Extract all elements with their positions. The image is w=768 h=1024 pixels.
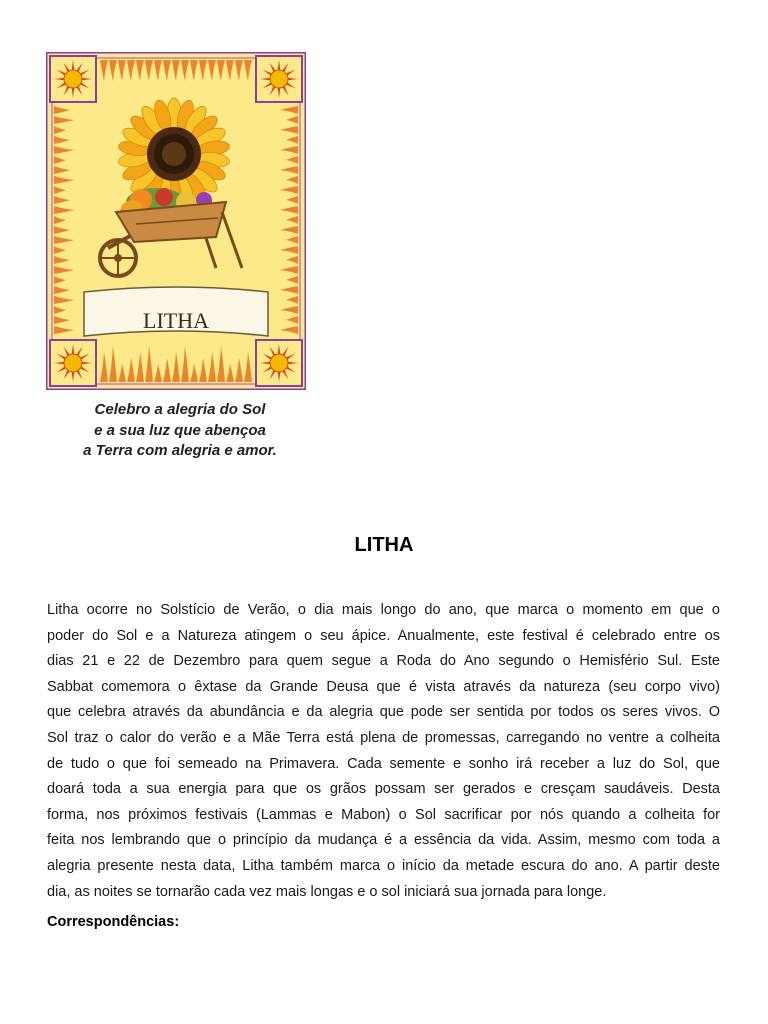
corner-sun-icon-top-right <box>256 56 302 102</box>
paragraph-line: Litha ocorre no Solstício de Verão, o dia mais longo do ano, que marca o momento em que o <box>47 602 720 618</box>
paragraph-line: poder do Sol e a Natureza atingem o seu ápice. Anualmente, este festival é celebrado entre os <box>47 627 720 644</box>
section-heading-correspondencias: Correspondências: <box>47 914 180 930</box>
paragraph-line: que celebra através da abundância e da alegria que pode ser sentida por todos os seres vivos. O <box>47 704 720 721</box>
corner-sun-icon-bottom-left <box>50 340 96 386</box>
litha-banner <box>84 287 268 336</box>
paragraph-line: de tudo o que foi semeado na Primavera. Cada semente e sonho irá receber a luz do Sol, que <box>47 755 720 772</box>
corner-sun-icon-top-left <box>50 56 96 102</box>
banner-title: LITHA <box>143 308 209 333</box>
paragraph-line: feita nos lembrando que o princípio da mudança é a essência da vida. Assim, mesmo com toda a <box>47 832 720 849</box>
corner-sun-icon-bottom-right <box>256 340 302 386</box>
litha-card-illustration <box>46 52 306 390</box>
paragraph-line: alegria presente nesta data, Litha também marca o início da metade escura do ano. A partir deste <box>47 857 720 874</box>
caption-line: e a sua luz que abençoa <box>94 421 266 439</box>
paragraph-line: Sol traz o calor do verão e a Mãe Terra está plena de promessas, carregando no ventre a colheita <box>47 729 720 746</box>
paragraph-line: dia, as noites se tornarão cada vez mais longas e o sol iniciará sua jornada para longe. <box>47 883 607 900</box>
paragraph-line: doará toda a sua energia para que os grãos possam ser gerados e cresçam saudáveis. Desta <box>47 781 720 798</box>
body-paragraph <box>47 598 720 905</box>
caption-line: a Terra com alegria e amor. <box>83 442 277 459</box>
paragraph-line: dias 21 e 22 de Dezembro para quem segue a Roda do Ano segundo o Hemisfério Sul. Este <box>47 653 720 670</box>
image-caption <box>50 400 310 462</box>
page-title: LITHA <box>354 534 414 556</box>
paragraph-line: forma, nos próximos festivais (Lammas e Mabon) o Sol sacrificar por nós quando a colheita for <box>47 806 720 823</box>
paragraph-line: Sabbat comemora o êxtase da Grande Deusa que é vista através da natureza (seu corpo vivo) <box>47 678 720 695</box>
caption-line: Celebro a alegria do Sol <box>94 401 266 418</box>
